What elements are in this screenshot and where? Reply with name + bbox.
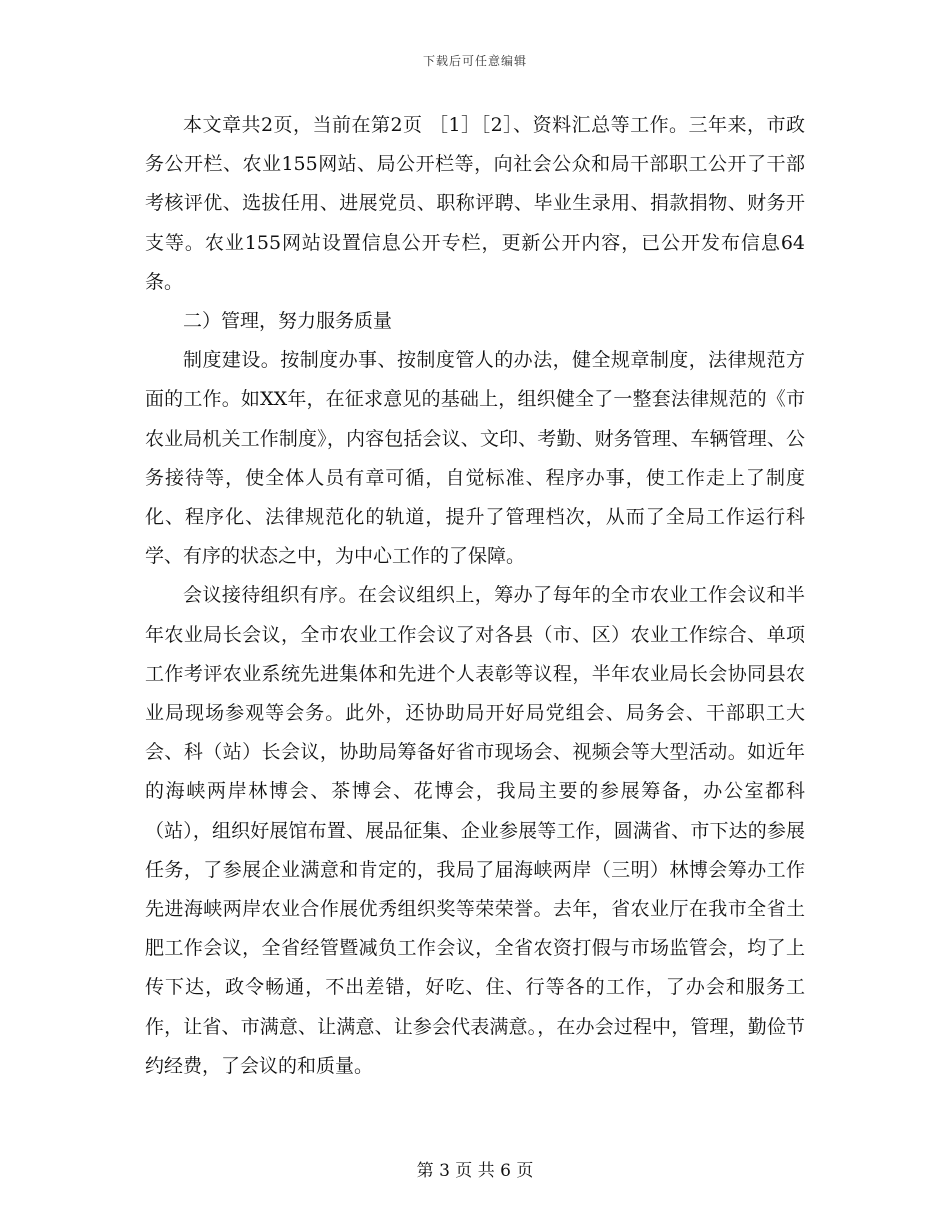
paragraph-3: 会议接待组织有序。在会议组织上，筹办了每年的全市农业工作会议和半年农业局长会议，全市农业工作会议了对各县（市、区）农业工作综合、单项工作考评农业系统先进集体和先进个人表彰等议程，半年农业局长会协同县农业局现场参观等会务。此外，还协助局开好局党组会、局务会、干部职工大会、科（站）长会议，协助局筹备好省市现场会、视频会等大型活动。如近年的海峡两岸林博会、茶博会、花博会，我局主要的参展筹备，办公室都科（站），组织好展馆布置、展品征集、企业参展等工作，圆满省、市下达的参展任务，了参展企业满意和肯定的，我局了届海峡两岸（三明）林博会筹办工作先进海峡两岸农业合作展优秀组织奖等荣荣誉。去年，省农业厅在我市全省土肥工作会议，全省经管暨减负工作会议，全省农资打假与市场监管会，均了上传下达，政令畅通，不出差错，好吃、住、行等各的工作，了办会和服务工作，让省、市满意、让满意、让参会代表满意。，在办会过程中，管理，勤俭节约经费，了会议的和质量。 [145, 584, 805, 1077]
page-footer: 第 3 页 共 6 页 [416, 1161, 534, 1181]
section-heading: 二）管理，努力服务质量 [183, 310, 393, 333]
document-body [145, 106, 805, 1086]
page-header: 下载后可任意编辑 [422, 54, 527, 68]
paragraph-2: 制度建设。按制度办事、按制度管人的办法，健全规章制度，法律规范方面的工作。如XX年，在征求意见的基础上，组织健全了一整套法律规范的《市农业局机关工作制度》，内容包括会议、文印、考勤、财务管理、车辆管理、公务接待等，使全体人员有章可循，自觉标准、程序办事，使工作走上了制度化、程序化、法律规范化的轨道，提升了管理档次，从而了全局工作运行科学、有序的状态之中，为中心工作的了保障。 [145, 349, 805, 568]
paragraph-1: 本文章共2页，当前在第2页 ［1］［2］、资料汇总等工作。三年来，市政务公开栏、农业155网站、局公开栏等，向社会公众和局干部职工公开了干部考核评优、选拔任用、进展党员、职称评聘、毕业生录用、捐款捐物、财务开支等。农业155网站设置信息公开专栏，更新公开内容，已公开发布信息64条。 [145, 114, 805, 293]
